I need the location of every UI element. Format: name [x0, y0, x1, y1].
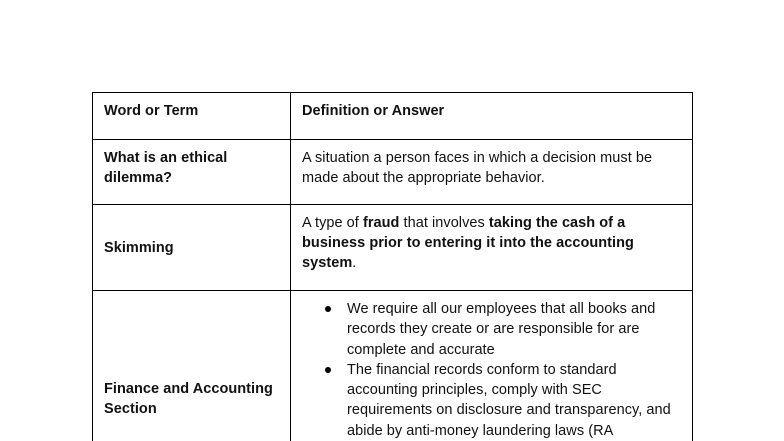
terms-table: [92, 92, 693, 441]
table-row: [93, 291, 693, 441]
definition-bold-text: fraud: [362, 215, 400, 231]
definition-text: .: [352, 255, 357, 271]
term-cell: What is an ethical dilemma?: [93, 140, 291, 205]
bullet-icon: [325, 306, 331, 312]
header-definition: Definition or Answer: [291, 93, 693, 140]
bullet-icon: [325, 367, 331, 373]
definition-text: that involves: [399, 215, 489, 231]
list-item: [347, 360, 681, 441]
list-item-text: The financial records conform to standard accounting principles, comply with SEC requirements on disclosure and transparency, and abide by anti-money laundering laws (RA: [347, 361, 671, 439]
term-cell: Skimming: [93, 205, 291, 291]
definition-bold-text: taking the cash of a business prior to entering it into the accounting system: [302, 215, 634, 271]
header-term: Word or Term: [93, 93, 291, 140]
table-row: [93, 140, 693, 205]
table-header-row: [93, 93, 693, 140]
list-item: [347, 299, 681, 360]
bullet-list: [302, 299, 681, 441]
list-item-text: We require all our employees that all books and records they create or are responsible for are complete and accurate: [347, 301, 656, 358]
term-cell: Finance and Accounting Section: [93, 291, 291, 441]
definition-text: A type of: [302, 215, 363, 231]
definition-cell: [291, 291, 693, 441]
definition-cell: A situation a person faces in which a decision must be made about the appropriate behavior.: [291, 140, 693, 205]
table-row: [93, 205, 693, 291]
definition-cell: [291, 205, 693, 291]
